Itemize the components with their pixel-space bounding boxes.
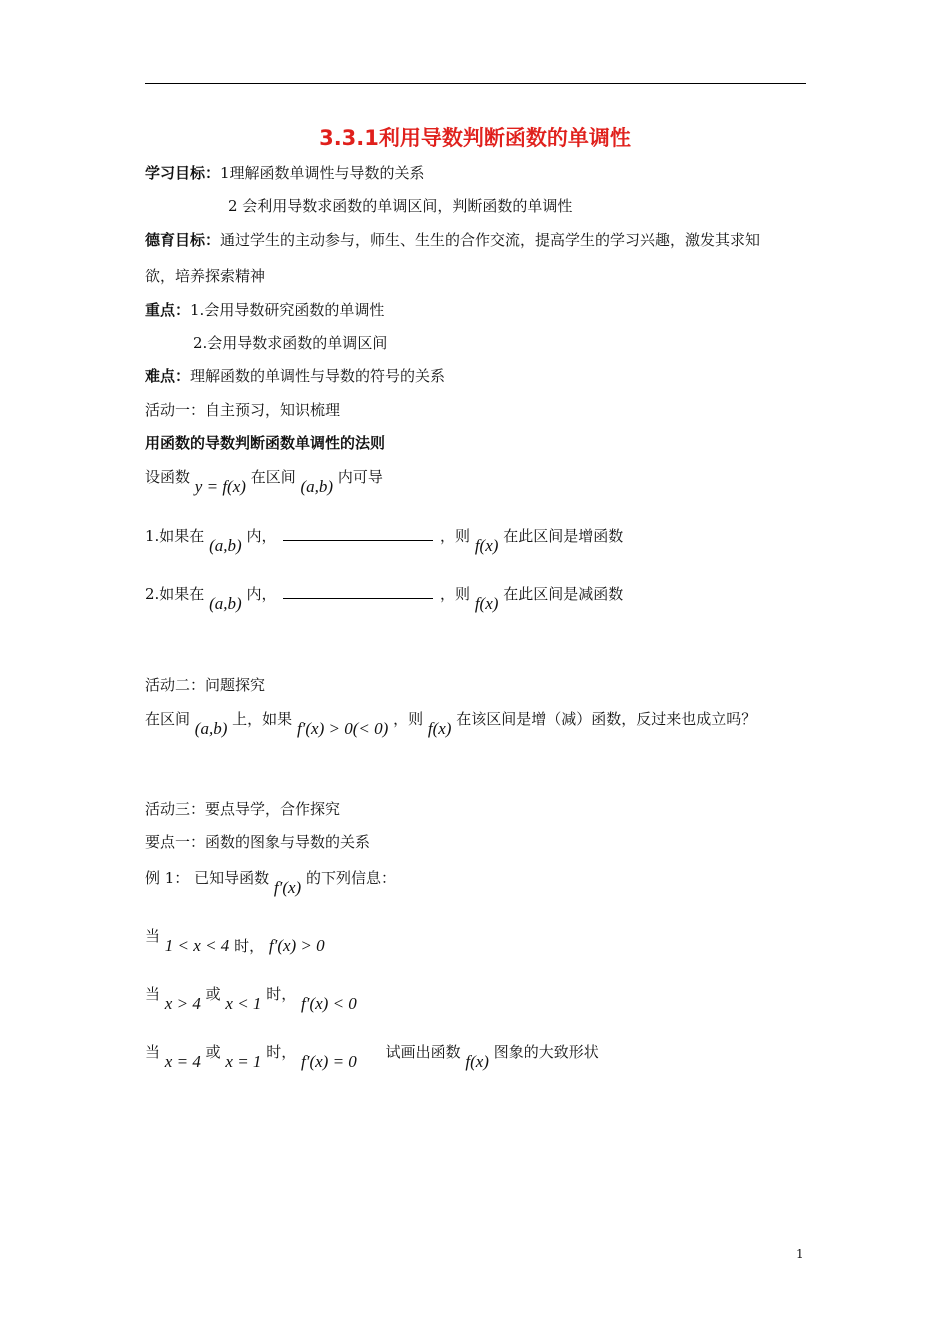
example-pre: 例 1： 已知导函数 [145,869,270,887]
moral-line-2: 欲，培养探索精神 [145,267,266,285]
activity-1: 活动一：自主预习，知识梳理 [145,401,341,419]
case2-cond-2: x < 1 [225,994,262,1013]
point-1: 要点一：函数的图象与导数的关系 [145,833,371,851]
example-post: 的下列信息： [305,869,396,887]
condition-1 [145,526,624,555]
cond1-then: ，则 [440,527,471,545]
cond1-post: 在此区间是增函数 [503,527,624,545]
question-mid: 上，如果 [232,710,293,728]
activity-3: 活动三：要点导学，合作探究 [145,800,341,818]
question-condition: f′(x) > 0(< 0) [296,719,389,738]
header-rule [145,83,806,84]
case-2 [145,984,357,1013]
question-fx: f(x) [427,719,452,738]
condition-2 [145,584,624,613]
moral-text-1: 通过学生的主动参与，师生、生生的合作交流，提高学生的学习兴趣，激发其求知 [220,231,761,249]
difficulty-line [145,366,445,386]
moral-line-1 [145,230,760,250]
example-line [145,868,396,897]
case1-shi: 时， [234,937,265,955]
question-line [145,709,757,738]
setup-interval: (a,b) [300,477,334,496]
cond1-pre: 1.如果在 [145,527,205,545]
setup-formula: y = f(x) [194,477,246,496]
case3-shi: 时， [266,1043,297,1061]
cond1-mid: 内， [246,527,277,545]
cond2-fx: f(x) [474,594,499,613]
case3-fx: f(x) [465,1052,489,1071]
case1-condition: 1 < x < 4 [164,936,230,955]
cond2-blank[interactable] [283,586,433,599]
case3-cond-2: x = 1 [225,1052,262,1071]
cond2-then: ，则 [440,585,471,603]
case3-fprime: f′(x) = 0 [301,1052,357,1071]
rule-heading: 用函数的导数判断函数单调性的法则 [145,434,386,452]
case1-fprime: f′(x) > 0 [268,936,325,955]
example-fprime: f′(x) [273,878,302,897]
key-line-1 [145,300,384,320]
objectives-line-2: 2 会利用导数求函数的单调区间，判断函数的单调性 [228,197,573,215]
question-then: ，则 [393,710,424,728]
question-pre: 在区间 [145,710,191,728]
case2-fprime: f′(x) < 0 [301,994,357,1013]
case2-or: 或 [205,985,221,1003]
question-interval: (a,b) [194,719,228,738]
case2-when: 当 [145,985,161,1003]
cond2-post: 在此区间是减函数 [503,585,624,603]
cond2-mid: 内， [246,585,277,603]
setup-post: 内可导 [337,468,383,486]
cond2-interval: (a,b) [209,594,242,613]
case-3 [145,1042,599,1071]
case1-when: 当 [145,927,161,945]
cond2-pre: 2.如果在 [145,585,205,603]
case3-when: 当 [145,1043,161,1061]
case2-shi: 时， [266,985,297,1003]
key-line-2: 2.会用导数求函数的单调区间 [193,334,388,352]
activity-2: 活动二：问题探究 [145,676,266,694]
setup-mid: 在区间 [250,468,296,486]
key-item-1: 1.会用导数研究函数的单调性 [190,301,385,319]
question-post: 在该区间是增（减）函数，反过来也成立吗？ [456,710,757,728]
key-label: 重点： [145,301,191,319]
objectives-item-1: 1理解函数单调性与导数的关系 [220,164,425,182]
cond1-fx: f(x) [474,536,499,555]
setup-line [145,467,383,496]
moral-label: 德育目标： [145,231,221,249]
setup-pre: 设函数 [145,468,191,486]
cond1-interval: (a,b) [209,536,242,555]
page-number: 1 [796,1247,804,1261]
difficulty-label: 难点： [145,367,191,385]
difficulty-text: 理解函数的单调性与导数的符号的关系 [190,367,446,385]
case-1 [145,926,325,955]
objectives-line-1 [145,163,425,183]
case3-post: 图象的大致形状 [493,1043,599,1061]
case2-cond-1: x > 4 [164,994,201,1013]
case3-or: 或 [205,1043,221,1061]
cond1-blank[interactable] [283,528,433,541]
case3-cond-1: x = 4 [164,1052,201,1071]
page-title: 3.3.1利用导数判断函数的单调性 [319,126,631,150]
case3-task: 试画出函数 [385,1043,461,1061]
objectives-label: 学习目标： [145,164,221,182]
